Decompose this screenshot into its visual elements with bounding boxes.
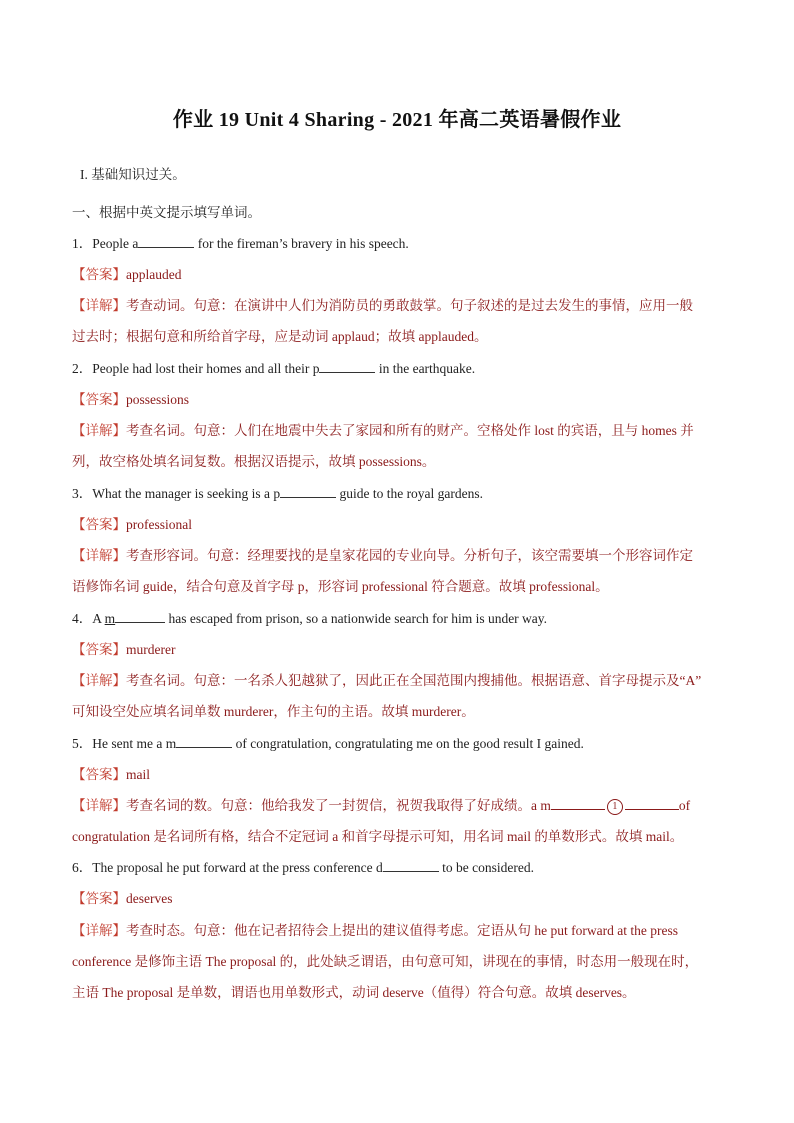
answer-blank: [280, 485, 336, 498]
detail-3-line-2: 语修饰名词 guide，结合句意及首字母 p，形容词 professional 符合题意。故填 professional。: [72, 579, 609, 594]
question-2: 2．People had lost their homes and all their p in the earthquake.: [72, 361, 476, 376]
answer-1: 【答案】applauded: [72, 267, 182, 282]
answer-blank: [115, 610, 165, 623]
section-heading-one: 一、根据中英文提示填写单词。: [72, 205, 261, 220]
detail-6-line-3: 主语 The proposal 是单数，谓语也用单数形式，动词 deserve（值得）符合句意。故填 deserves。: [72, 985, 636, 1000]
detail-4-line-2: 可知设空处应填名词单数 murderer，作主句的主语。故填 murderer。: [72, 704, 475, 719]
question-3: 3．What the manager is seeking is a p guide to the royal gardens.: [72, 486, 484, 501]
detail-5-line-1: 【详解】考查名词的数。句意：他给我发了一封贺信，祝贺我取得了好成绩。a m 1 of: [72, 798, 691, 813]
question-6: 6．The proposal he put forward at the press conference d to be considered.: [72, 860, 534, 875]
answer-blank: [176, 735, 232, 748]
answer-blank: [383, 859, 439, 872]
detail-2-line-2: 列，故空格处填名词复数。根据汉语提示，故填 possessions。: [72, 454, 436, 469]
detail-3-line-1: 【详解】考查形容词。句意：经理要找的是皇家花园的专业向导。分析句子，该空需要填一个形容词作定: [72, 548, 693, 563]
circled-number-1: 1: [607, 799, 623, 815]
page-title: 作业 19 Unit 4 Sharing - 2021 年高二英语暑假作业: [172, 109, 622, 131]
question-1: 1．People a for the fireman’s bravery in his speech.: [72, 236, 409, 251]
red-underline: [625, 797, 679, 810]
detail-6-line-1: 【详解】考查时态。句意：他在记者招待会上提出的建议值得考虑。定语从句 he put forward at the press: [72, 923, 678, 938]
question-4: 4．A m has escaped from prison, so a nationwide search for him is under way.: [72, 611, 548, 626]
answer-3: 【答案】professional: [72, 517, 192, 532]
detail-6-line-2: conference 是修饰主语 The proposal 的，此处缺乏谓语，由句意可知，讲现在的事情，时态用一般现在时，: [72, 954, 699, 969]
detail-2-line-1: 【详解】考查名词。句意：人们在地震中失去了家园和所有的财产。空格处作 lost 的宾语，且与 homes 并: [72, 423, 694, 438]
detail-1-line-2: 过去时；根据句意和所给首字母，应是动词 applaud；故填 applauded。: [72, 329, 488, 344]
detail-1-line-1: 【详解】考查动词。句意：在演讲中人们为消防员的勇敢鼓掌。句子叙述的是过去发生的事情，应用一般: [72, 298, 693, 313]
question-5: 5．He sent me a m of congratulation, congratulating me on the good result I gained.: [72, 736, 584, 751]
answer-6: 【答案】deserves: [72, 891, 173, 906]
detail-5-line-2: congratulation 是名词所有格，结合不定冠词 a 和首字母提示可知，用名词 mail 的单数形式。故填 mail。: [72, 829, 684, 844]
detail-4-line-1: 【详解】考查名词。句意：一名杀人犯越狱了，因此正在全国范围内搜捕他。根据语意、首字母提示及“A”: [72, 673, 702, 688]
section-heading-roman: I. 基础知识过关。: [80, 167, 186, 182]
answer-blank: [138, 235, 194, 248]
answer-5: 【答案】mail: [72, 767, 150, 782]
answer-4: 【答案】murderer: [72, 642, 176, 657]
answer-blank: [319, 360, 375, 373]
answer-2: 【答案】possessions: [72, 392, 190, 407]
red-underline: [551, 797, 605, 810]
